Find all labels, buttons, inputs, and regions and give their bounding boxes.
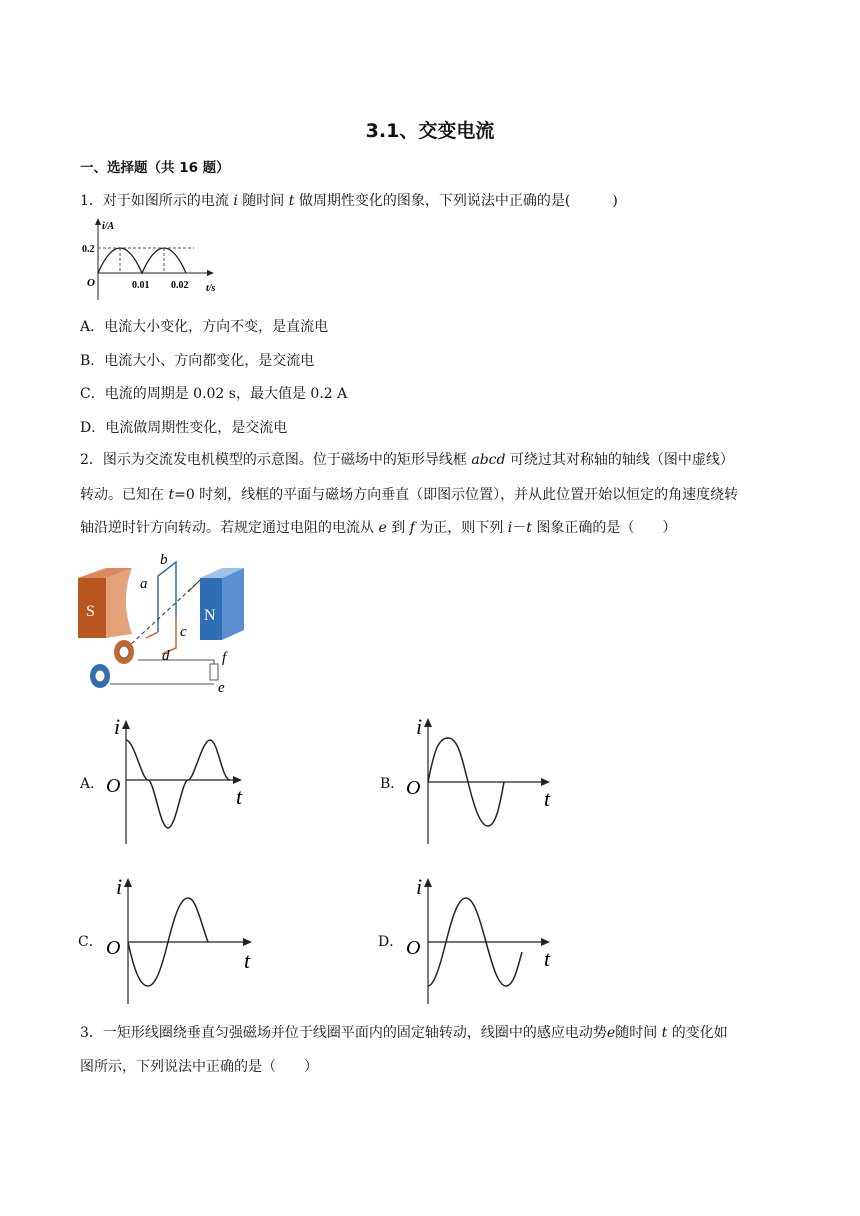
svg-text:O: O (406, 777, 421, 799)
label-e: e (218, 680, 225, 694)
magnet-n-label: N (204, 607, 216, 624)
svg-text:i: i (116, 874, 123, 899)
label-f: f (222, 650, 227, 666)
svg-text:t: t (244, 948, 251, 973)
label-c: c (180, 624, 187, 640)
q1-yval: 0.2 (82, 244, 95, 255)
svg-text:O: O (406, 937, 421, 959)
svg-text:t: t (544, 946, 551, 971)
page-title: 3.1、交变电流 (365, 120, 495, 142)
svg-text:O: O (106, 775, 121, 797)
q1-ylabel: i/A (102, 221, 115, 232)
label-d: d (162, 648, 170, 664)
question-2-stem-line3: 轴沿逆时针方向转动。若规定通过电阻的电流从 e 到 f 为正，则下列 i－t 图象正确的是（ ） (80, 520, 677, 536)
q1-option-d: D．电流做周期性变化，是交流电 (80, 420, 288, 436)
label-b: b (160, 552, 168, 568)
q2-option-b-label: B． (380, 776, 405, 792)
section-heading: 一、选择题（共 16 题） (80, 160, 230, 176)
q2-option-a-label: A． (80, 776, 105, 792)
q1-xlabel: t/s (206, 283, 216, 294)
q1-option-b: B．电流大小、方向都变化，是交流电 (80, 353, 315, 369)
q2-option-d-label: D． (378, 934, 404, 950)
q2-option-d-graph (404, 872, 560, 1006)
svg-text:t: t (544, 786, 551, 811)
svg-text:i: i (416, 714, 423, 739)
svg-text:O: O (106, 937, 121, 959)
q1-x1: 0.01 (132, 280, 150, 291)
question-2-stem-line1: 2．图示为交流发电机模型的示意图。位于磁场中的矩形导线框 abcd 可绕过其对称轴的轴线（图中虚线） (80, 452, 734, 468)
q2-option-c-label: C． (78, 934, 103, 950)
generator-diagram (76, 550, 252, 694)
q1-current-graph (82, 216, 232, 306)
svg-text:t: t (236, 784, 243, 809)
question-1-stem: 1．对于如图所示的电流 i 随时间 t 做周期性变化的图象，下列说法中正确的是( ) (80, 193, 618, 209)
question-2-stem-line2: 转动。已知在 t=0 时刻，线框的平面与磁场方向垂直（即图示位置），并从此位置开始以恒定的角速度绕转 (80, 487, 739, 503)
q1-option-c: C．电流的周期是 0.02 s，最大值是 0.2 A (80, 386, 348, 402)
magnet-s-label: S (86, 603, 95, 620)
q2-option-b-graph (404, 712, 560, 846)
svg-text:i: i (416, 874, 423, 899)
question-3-stem-line2: 图所示，下列说法中正确的是（ ） (80, 1059, 318, 1075)
q1-origin: O (87, 277, 95, 289)
label-a: a (140, 576, 148, 592)
q2-option-a-graph (106, 716, 256, 846)
question-3-stem-line1: 3．一矩形线圈绕垂直匀强磁场并位于线圈平面内的固定轴转动，线圈中的感应电动势e随时间 t 的变化如 (80, 1025, 728, 1041)
q2-option-c-graph (104, 872, 260, 1006)
q1-x2: 0.02 (171, 280, 189, 291)
svg-text:i: i (114, 716, 121, 739)
q1-option-a: A．电流大小变化，方向不变，是直流电 (80, 319, 329, 335)
